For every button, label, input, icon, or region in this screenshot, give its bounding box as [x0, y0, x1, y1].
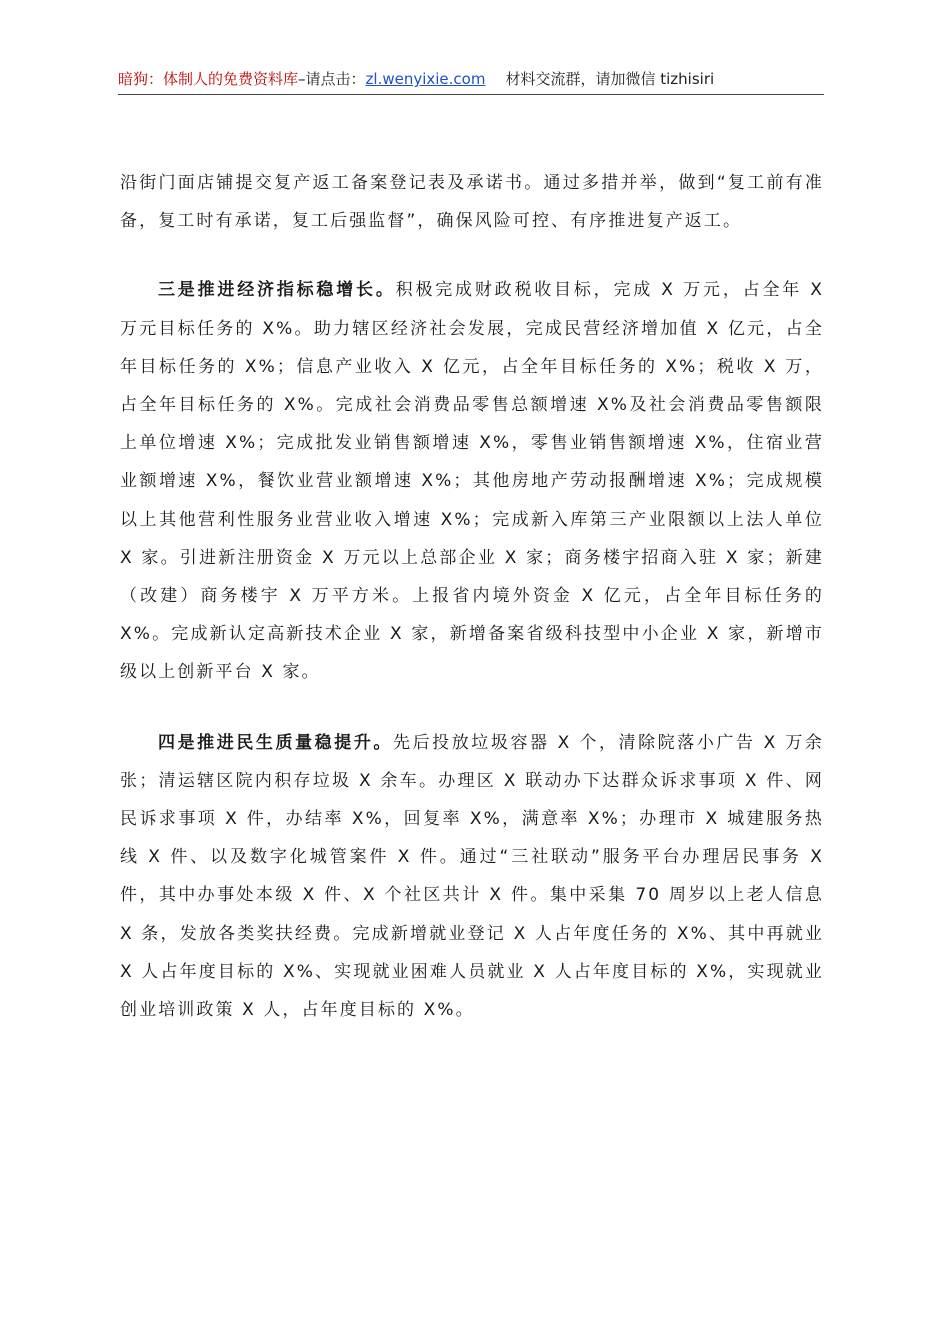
header-group-info: 材料交流群，请加微信 tizhisiri [505, 70, 715, 88]
paragraph-continuation [120, 164, 824, 240]
paragraph-text: 积极完成财政税收目标，完成 X 万元，占全年 X 万元目标任务的 X%。助力辖区经济社会发展，完成民营经济增加值 X 亿元，占全年目标任务的 X%；信息产业收入 X 亿元，占全年目标任务的 X%；税收 X 万，占全年目标任务的 X%。完成社会消费品零售总额增速 X%及社会消费品零售额限上单位增速 X%；完成批发业销售额增速 X%，零售业销售额增速 X%，住宿业营业额增速 X%，餐饮业营业额增速 X%；其他房地产劳动报酬增速 X%；完成规模以上其他营利性服务业营业收入增速 X%；完成新入库第三产业限额以上法人单位 X 家。引进新注册资金 X 万元以上总部企业 X 家；商务楼宇招商入驻 X 家；新建（改建）商务楼宇 X 万平方米。上报省内境外资金 X 亿元，占全年目标任务的 X%。完成新认定高新技术企业 X 家，新增备案省级科技型中小企业 X 家，新增市级以上创新平台 X 家。 [120, 280, 825, 683]
paragraph-heading: 四是推进民生质量稳提升。 [158, 732, 393, 753]
paragraph-economy [120, 271, 824, 691]
paragraph-livelihood [120, 724, 824, 1030]
header-title: 暗狗：体制人的免费资料库 [118, 70, 299, 88]
paragraph-heading: 三是推进经济指标稳增长。 [158, 280, 396, 301]
paragraph-spacer [120, 692, 824, 724]
header-click-prompt: –请点击： [298, 70, 366, 88]
page-header [118, 68, 824, 95]
paragraph-text: 先后投放垃圾容器 X 个，清除院落小广告 X 万余张；清运辖区院内积存垃圾 X 余车。办理区 X 联动办下达群众诉求事项 X 件、网民诉求事项 X 件，办结率 X%，回复率 X%，满意率 X%；办理市 X 城建服务热线 X 件、以及数字化城管案件 X 件。通过“三社联动”服务平台办理居民事务 X 件，其中办事处本级 X 件、X 个社区共计 X 件。集中采集 70 周岁以上老人信息 X 条，发放各类奖扶经费。完成新增就业登记 X 人占年度任务的 X%、其中再就业 X 人占年度目标的 X%、实现就业困难人员就业 X 人占年度目标的 X%，实现就业创业培训政策 X 人，占年度目标的 X%。 [120, 732, 824, 1021]
document-body [120, 164, 824, 1029]
header-link[interactable]: zl.wenyixie.com [365, 70, 486, 88]
paragraph-text: 沿街门面店铺提交复产返工备案登记表及承诺书。通过多措并举，做到“复工前有准备，复工时有承诺，复工后强监督”，确保风险可控、有序推进复产返工。 [120, 173, 824, 232]
paragraph-spacer [120, 240, 824, 271]
